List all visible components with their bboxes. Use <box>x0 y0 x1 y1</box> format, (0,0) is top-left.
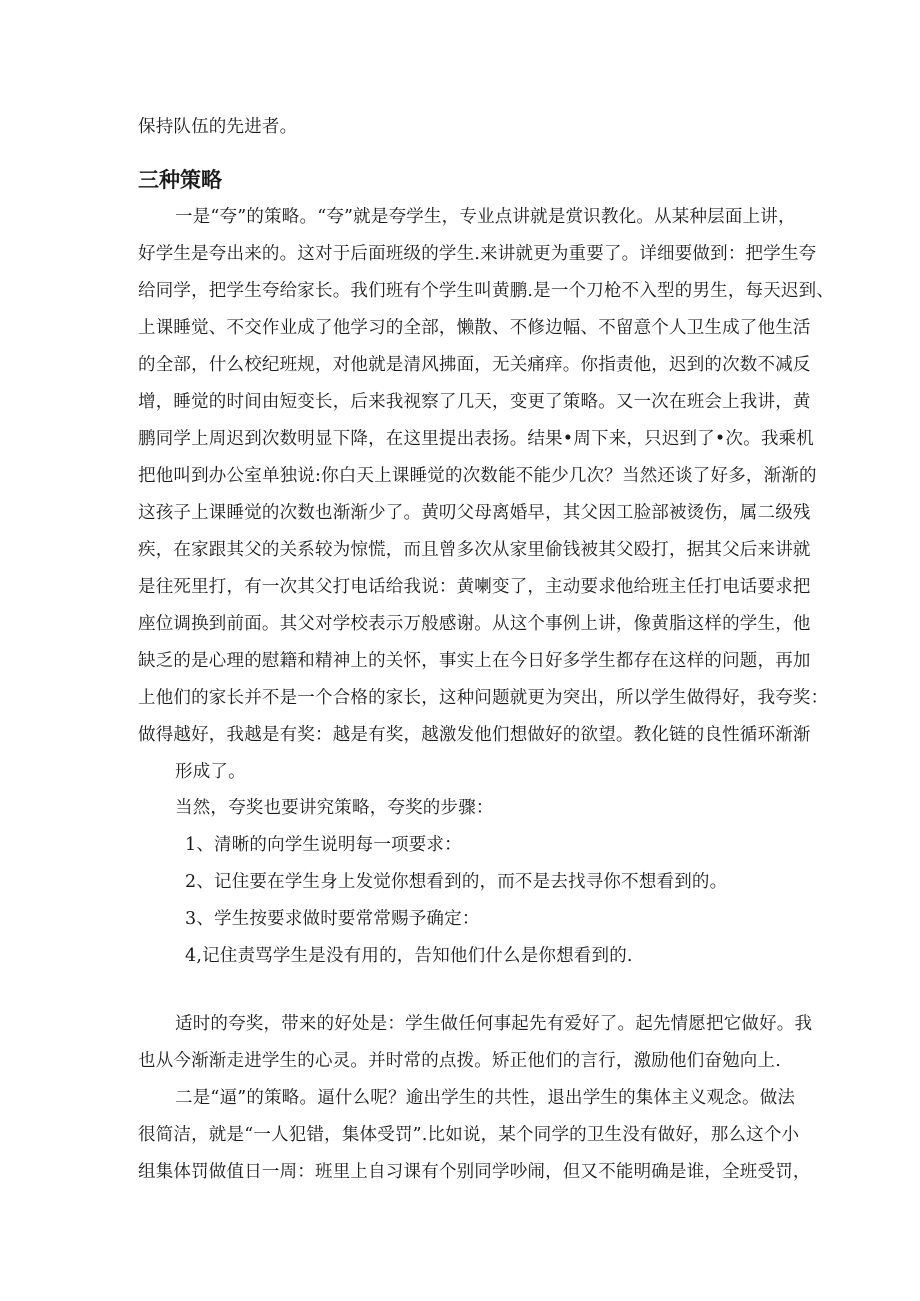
section-title: 三种策略 <box>138 168 222 192</box>
paragraph-line: 这孩子上课睡觉的次数也渐渐少了。黄叨父母离婚早，其父因工脸部被烫伤，属二级残 <box>138 503 811 523</box>
paragraph-line: 座位调换到前面。其父对学校表示万般感谢。从这个事例上讲，像黄脂这样的学生，他 <box>138 614 811 634</box>
paragraph-line: 给同学，把学生夸给家长。我们班有个学生叫黄鹏.是一个刀枪不入型的男生，每天迟到、 <box>138 281 835 301</box>
list-item: 4,记住责骂学生是没有用的，告知他们什么是你想看到的. <box>185 946 633 966</box>
paragraph-line: 做得越好，我越是有奖：越是有奖，越激发他们想做好的欲望。教化链的良性循环渐渐 <box>138 725 811 745</box>
paragraph-line: 二是“逼”的策略。逼什么呢？逾出学生的共性，退出学生的集体主义观念。做法 <box>175 1088 796 1108</box>
paragraph-line: 一是“夸”的策略。“夸”就是夸学生，专业点讲就是赏识教化。从某种层面上讲， <box>175 207 796 227</box>
list-item: 3、学生按要求做时要常常赐予确定： <box>185 909 480 929</box>
paragraph-line: 疾，在家跟其父的关系较为惊慌，而且曾多次从家里偷钱被其父殴打，据其父后来讲就 <box>138 540 811 560</box>
paragraph-line: 上他们的家长并不是一个合格的家长，这种问题就更为突出，所以学生做得好，我夸奖： <box>138 688 829 708</box>
list-item: 1、清晰的向学生说明每一项要求： <box>185 835 462 855</box>
paragraph-line: 形成了。 <box>175 762 246 782</box>
paragraph-line: 组集体罚做值日一周：班里上自习课有个别同学吵闹，但又不能明确是谁，全班受罚， <box>138 1162 811 1182</box>
paragraph-line: 的全部，什么校纪班规，对他就是清风拂面，无关痛痒。你指责他，迟到的次数不减反 <box>138 355 811 375</box>
paragraph-line: 适时的夸奖，带来的好处是：学生做任何事起先有爱好了。起先情愿把它做好。我 <box>175 1014 813 1034</box>
list-item: 2、记住要在学生身上发觉你想看到的，而不是去找寻你不想看到的。 <box>185 872 728 892</box>
paragraph-steps-intro: 当然，夸奖也要讲究策略，夸奖的步骤： <box>175 798 494 818</box>
paragraph-line: 鹏同学上周迟到次数明显下降，在这里提出表扬。结果•周下来，只迟到了•次。我乘机 <box>138 429 814 449</box>
paragraph-line: 增，睡觉的时间由短变长，后来我视察了几天，变更了策略。又一次在班会上我讲，黄 <box>138 392 811 412</box>
paragraph-line: 也从今渐渐走进学生的心灵。并时常的点拨。矫正他们的言行，激励他们奋勉向上. <box>138 1051 781 1071</box>
paragraph-line: 好学生是夸出来的。这对于后面班级的学生.来讲就更为重要了。详细要做到：把学生夸 <box>138 244 817 264</box>
paragraph-line: 很简洁，就是“一人犯错，集体受罚”.比如说，某个同学的卫生没有做好，那么这个小 <box>138 1125 800 1145</box>
paragraph-line: 上课睡觉、不交作业成了他学习的全部，懒散、不修边幅、不留意个人卫生成了他生活 <box>138 318 811 338</box>
intro-line: 保持队伍的先进者。 <box>138 117 298 137</box>
paragraph-line: 把他叫到办公室单独说:你白天上课睡觉的次数能不能少几次？当然还谈了好多，渐渐的 <box>138 466 817 486</box>
paragraph-line: 缺乏的是心理的慰籍和精神上的关怀，事实上在今日好多学生都存在这样的问题，再加 <box>138 651 811 671</box>
paragraph-line: 是往死里打，有一次其父打电话给我说：黄喇变了，主动要求他给班主任打电话要求把 <box>138 577 811 597</box>
